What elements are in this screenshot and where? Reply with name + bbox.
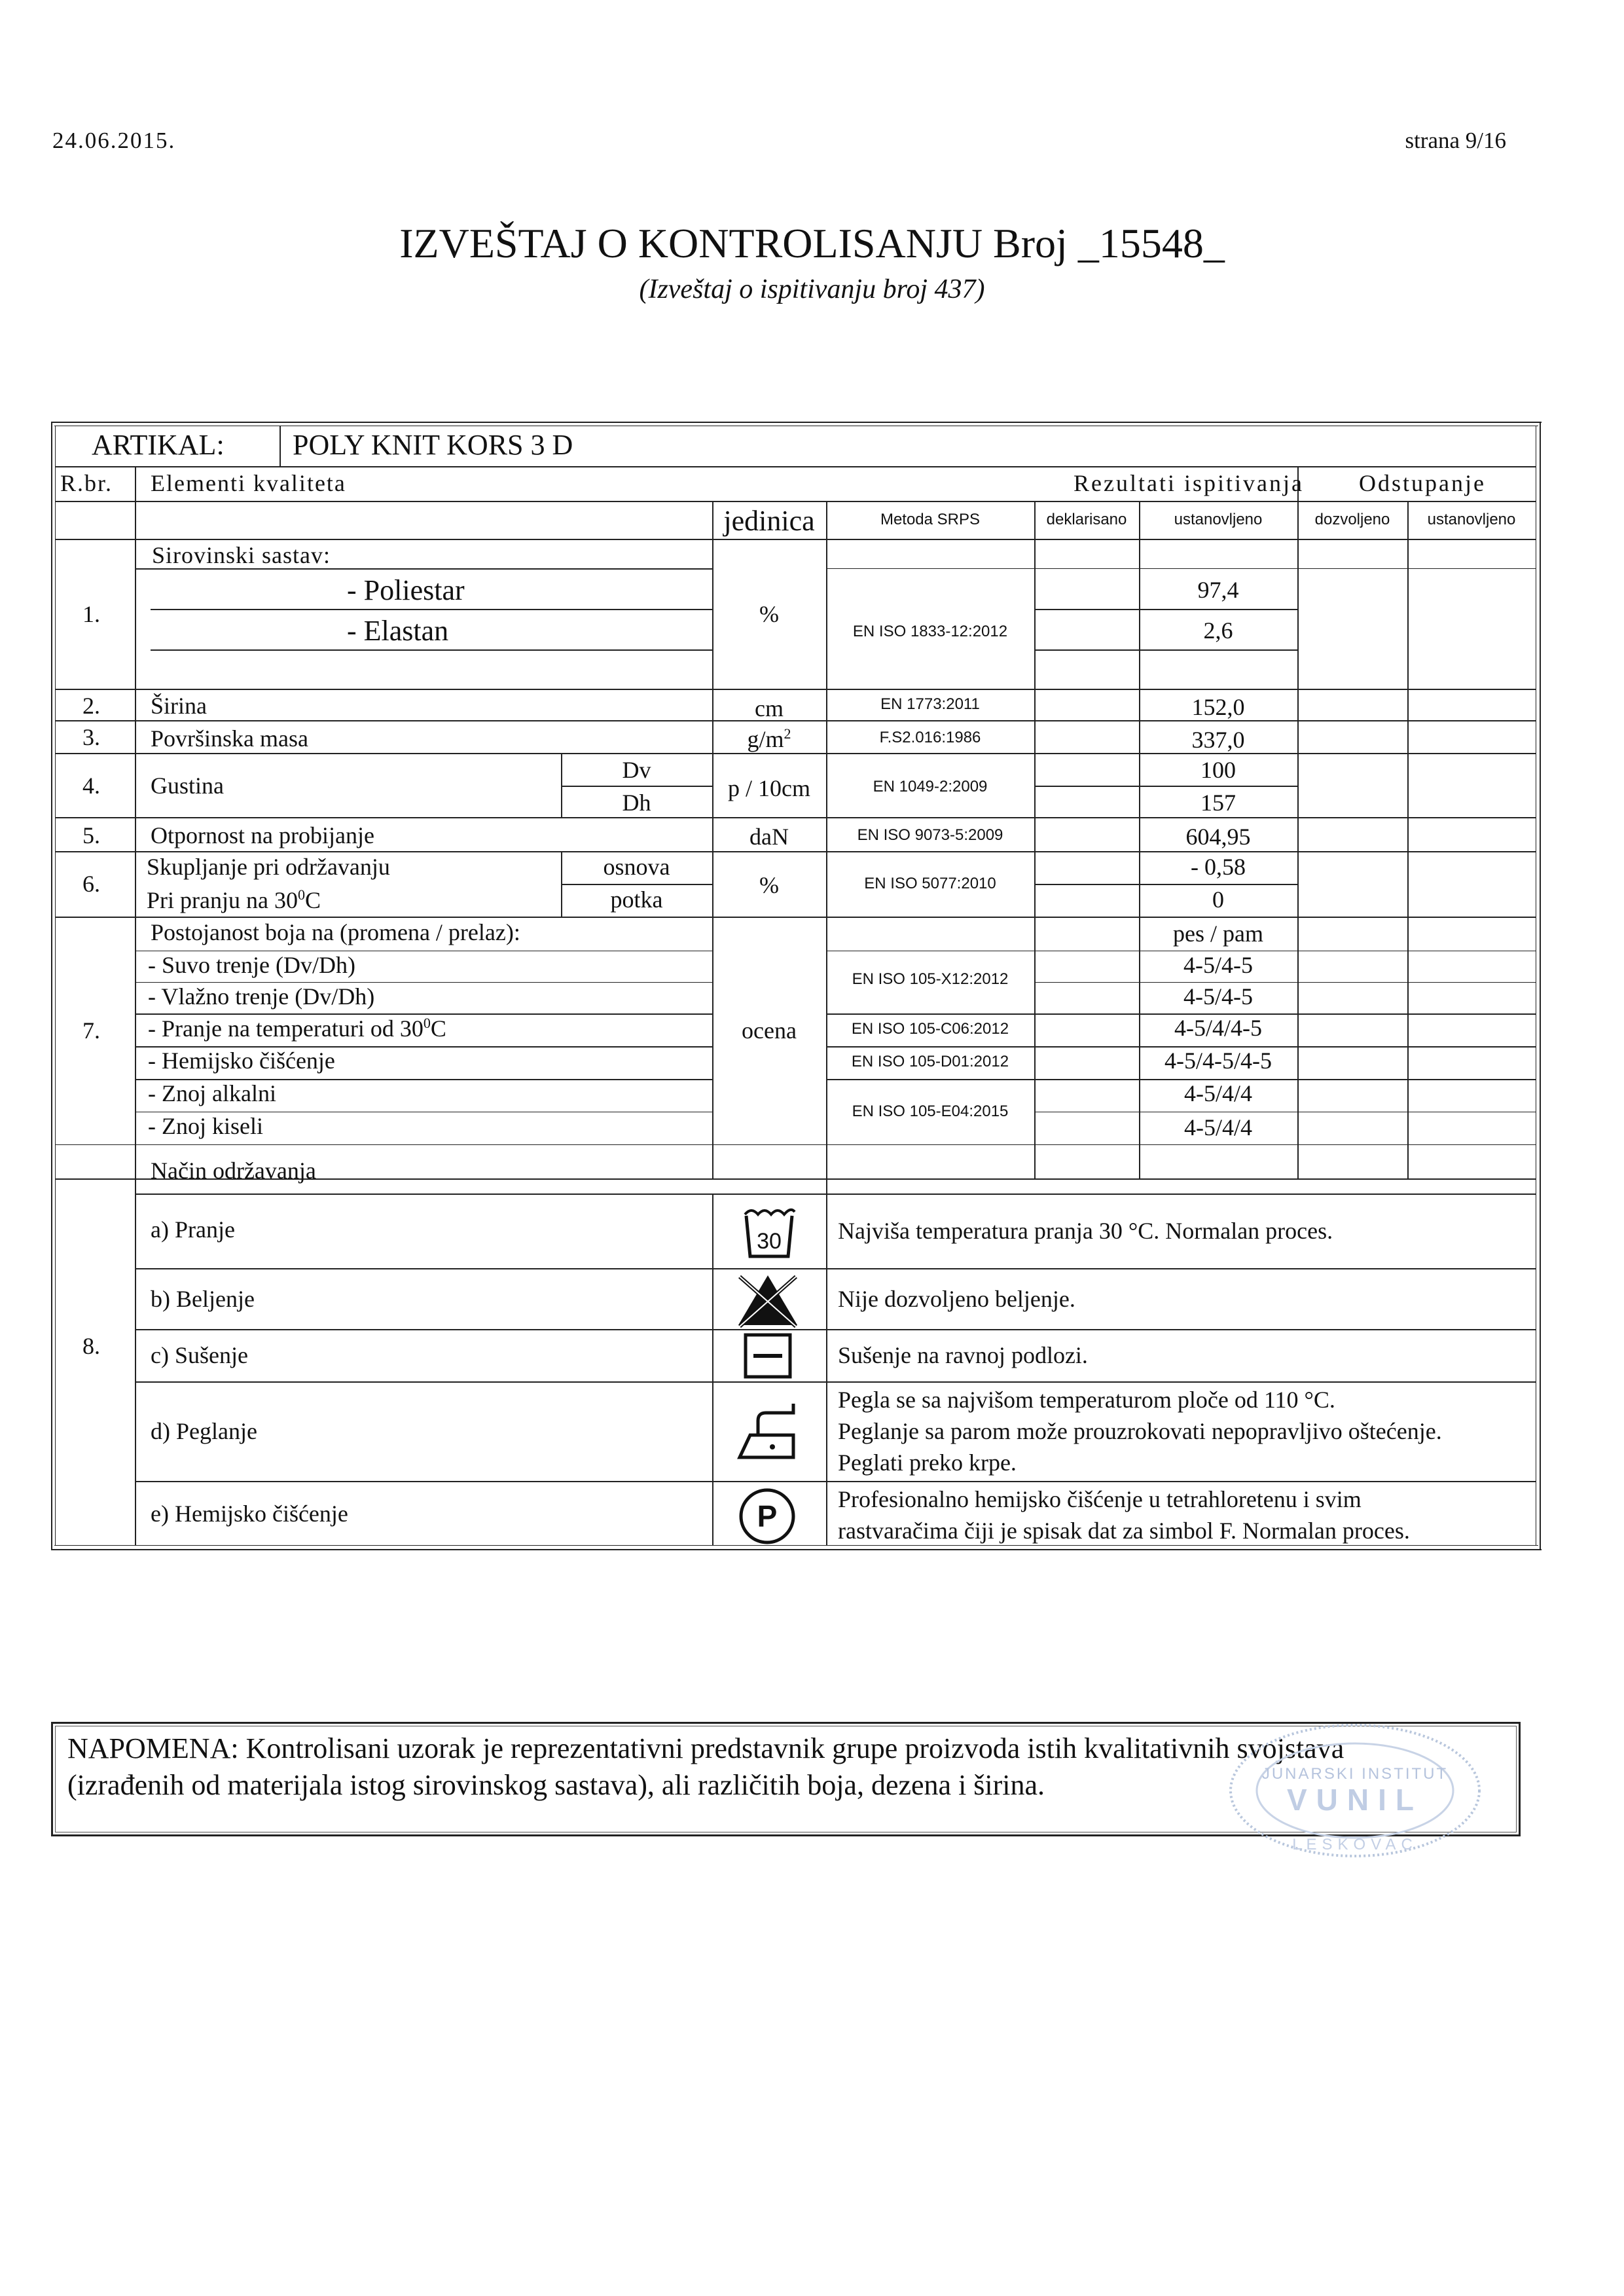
- care-item-desc: Nije dozvoljeno beljenje.: [838, 1286, 1075, 1312]
- row2-name: Širina: [151, 693, 207, 719]
- row1-elastane-value: 2,6: [1203, 617, 1233, 644]
- wash-30-icon: [740, 1201, 799, 1260]
- svg-text:JUNARSKI INSTITUT: JUNARSKI INSTITUT: [1261, 1765, 1449, 1783]
- row2-unit: cm: [755, 695, 784, 721]
- col-elements: Elementi kvaliteta: [151, 470, 346, 496]
- row3-unit: $g/m^2$: [747, 725, 791, 752]
- note-line-2: (izrađenih od materijala istog sirovinskog sastava), ali različitih boja, dezena i širina.: [67, 1769, 1045, 1801]
- row4-dh: Dh: [622, 790, 651, 816]
- row4-name: Gustina: [151, 773, 224, 799]
- row5-value: 604,95: [1185, 824, 1251, 850]
- row7-method: EN ISO 105-X12:2012: [852, 970, 1009, 988]
- row3-value: 337,0: [1191, 727, 1245, 753]
- row7-method: EN ISO 105-C06:2012: [851, 1020, 1009, 1038]
- row4-number: 4.: [82, 773, 100, 799]
- care-item-desc: Profesionalno hemijsko čišćenje u tetrahloretenu i svim: [838, 1486, 1362, 1512]
- page-number: strana 9/16: [1405, 128, 1506, 153]
- article-label: ARTIKAL:: [92, 429, 225, 461]
- row2-method: EN 1773:2011: [880, 695, 980, 713]
- row2-value: 152,0: [1191, 694, 1245, 720]
- care-item-desc: Najviša temperatura pranja 30 °C. Normalan proces.: [838, 1218, 1333, 1244]
- col-established: ustanovljeno: [1174, 511, 1263, 528]
- row7-item-value: 4-5/4/4: [1184, 1080, 1252, 1106]
- row5-name: Otpornost na probijanje: [151, 822, 374, 848]
- row7-title-value: pes / pam: [1173, 920, 1263, 947]
- col-method: Metoda SRPS: [880, 511, 981, 528]
- row1-method: EN ISO 1833-12:2012: [852, 623, 1008, 640]
- report-subtitle: (Izveštaj o ispitivanju broj 437): [639, 274, 985, 304]
- care-item-desc: Sušenje na ravnoj podlozi.: [838, 1342, 1088, 1368]
- care-item-name: e) Hemijsko čišćenje: [151, 1501, 348, 1527]
- col-allowed: dozvoljeno: [1314, 511, 1390, 528]
- row8-number: 8.: [82, 1333, 100, 1359]
- svg-text:VUNIL: VUNIL: [1287, 1783, 1423, 1817]
- row5-number: 5.: [82, 822, 100, 848]
- row7-title: Postojanost boja na (promena / prelaz):: [151, 919, 520, 945]
- care-item-name: d) Peglanje: [151, 1418, 257, 1444]
- row6-name-2: Pri pranju na $30^0C$: [147, 886, 321, 913]
- article-value: POLY KNIT KORS 3 D: [293, 429, 573, 461]
- row7-number: 7.: [82, 1017, 100, 1044]
- col-unit: jedinica: [723, 505, 815, 537]
- row7-item-name: - Znoj alkalni: [148, 1080, 276, 1106]
- note-line-1: NAPOMENA: Kontrolisani uzorak je reprezentativni predstavnik grupe proizvoda istih kvalitativnih svojstava: [67, 1732, 1344, 1764]
- row7-item-value: 4-5/4/4-5: [1174, 1015, 1262, 1041]
- report-date: 24.06.2015.: [52, 128, 176, 153]
- row1-title: Sirovinski sastav:: [152, 542, 331, 568]
- no-bleach-icon: [732, 1270, 804, 1329]
- iron-one-dot-icon: [732, 1394, 804, 1467]
- care-item-name: c) Sušenje: [151, 1342, 248, 1368]
- row6-weft: potka: [610, 886, 663, 913]
- row7-item-name: - Znoj kiseli: [148, 1113, 263, 1139]
- row7-item-name: - Vlažno trenje (Dv/Dh): [148, 983, 375, 1010]
- row7-item-value: 4-5/4/4: [1184, 1114, 1252, 1140]
- row1-unit: %: [759, 601, 779, 627]
- row6-warp: osnova: [603, 854, 670, 880]
- row7-item-value: 4-5/4-5/4-5: [1164, 1048, 1272, 1074]
- svg-text:30: 30: [757, 1229, 782, 1254]
- row6-unit: %: [759, 872, 779, 898]
- row7-method: EN ISO 105-E04:2015: [852, 1102, 1009, 1120]
- row7-item-value: 4-5/4-5: [1183, 983, 1253, 1010]
- col-results: Rezultati ispitivanja: [1074, 470, 1304, 496]
- care-item-desc: rastvaračima čiji je spisak dat za simbol F. Normalan proces.: [838, 1518, 1410, 1544]
- row7-method: EN ISO 105-D01:2012: [851, 1053, 1009, 1070]
- care-item-desc: Pegla se sa najvišom temperaturom ploče od 110 °C.: [838, 1387, 1335, 1413]
- row2-number: 2.: [82, 693, 100, 719]
- row5-method: EN ISO 9073-5:2009: [857, 826, 1003, 844]
- row7-unit: ocena: [742, 1017, 797, 1044]
- dry-flat-icon: [742, 1332, 794, 1379]
- row7-item-name: - Pranje na temperaturi od $30^0C$: [148, 1015, 446, 1042]
- row1-elastane: - Elastan: [347, 615, 449, 647]
- care-item-name: b) Beljenje: [151, 1286, 255, 1312]
- row7-item-name: - Hemijsko čišćenje: [148, 1048, 335, 1074]
- svg-text:P: P: [757, 1499, 778, 1533]
- care-item-desc: Peglanje sa parom može prouzrokovati nepopravljivo oštećenje.: [838, 1418, 1442, 1444]
- institute-stamp: [1218, 1719, 1492, 1902]
- row4-dv: Dv: [622, 757, 651, 783]
- dry-clean-p-icon: [736, 1486, 799, 1546]
- row6-method: EN ISO 5077:2010: [864, 875, 996, 892]
- row6-number: 6.: [82, 871, 100, 897]
- row6-name-1: Skupljanje pri održavanju: [147, 854, 390, 880]
- col-declared: deklarisano: [1046, 511, 1127, 528]
- row1-number: 1.: [82, 601, 100, 627]
- care-item-desc: Peglati preko krpe.: [838, 1449, 1017, 1476]
- row4-unit: p / 10cm: [728, 775, 810, 801]
- row7-item-value: 4-5/4-5: [1183, 952, 1253, 978]
- col-established-2: ustanovljeno: [1427, 511, 1516, 528]
- row4-dh-value: 157: [1200, 790, 1236, 816]
- row1-polyester: - Poliestar: [347, 574, 465, 606]
- row8-title: Način održavanja: [151, 1157, 316, 1184]
- row3-number: 3.: [82, 724, 100, 750]
- row5-unit: daN: [749, 824, 789, 850]
- col-deviation: Odstupanje: [1359, 470, 1486, 496]
- col-rbr: R.br.: [60, 470, 113, 496]
- row3-name: Površinska masa: [151, 725, 308, 752]
- report-title: IZVEŠTAJ O KONTROLISANJU Broj _15548_: [399, 220, 1225, 266]
- row6-warp-value: - 0,58: [1191, 854, 1246, 880]
- row3-method: F.S2.016:1986: [879, 729, 981, 746]
- svg-text:LESKOVAC: LESKOVAC: [1292, 1836, 1418, 1853]
- row4-method: EN 1049-2:2009: [873, 778, 988, 795]
- row1-polyester-value: 97,4: [1197, 577, 1239, 603]
- row7-item-name: - Suvo trenje (Dv/Dh): [148, 952, 355, 978]
- row4-dv-value: 100: [1200, 757, 1236, 783]
- care-item-name: a) Pranje: [151, 1216, 235, 1243]
- row6-weft-value: 0: [1212, 886, 1224, 913]
